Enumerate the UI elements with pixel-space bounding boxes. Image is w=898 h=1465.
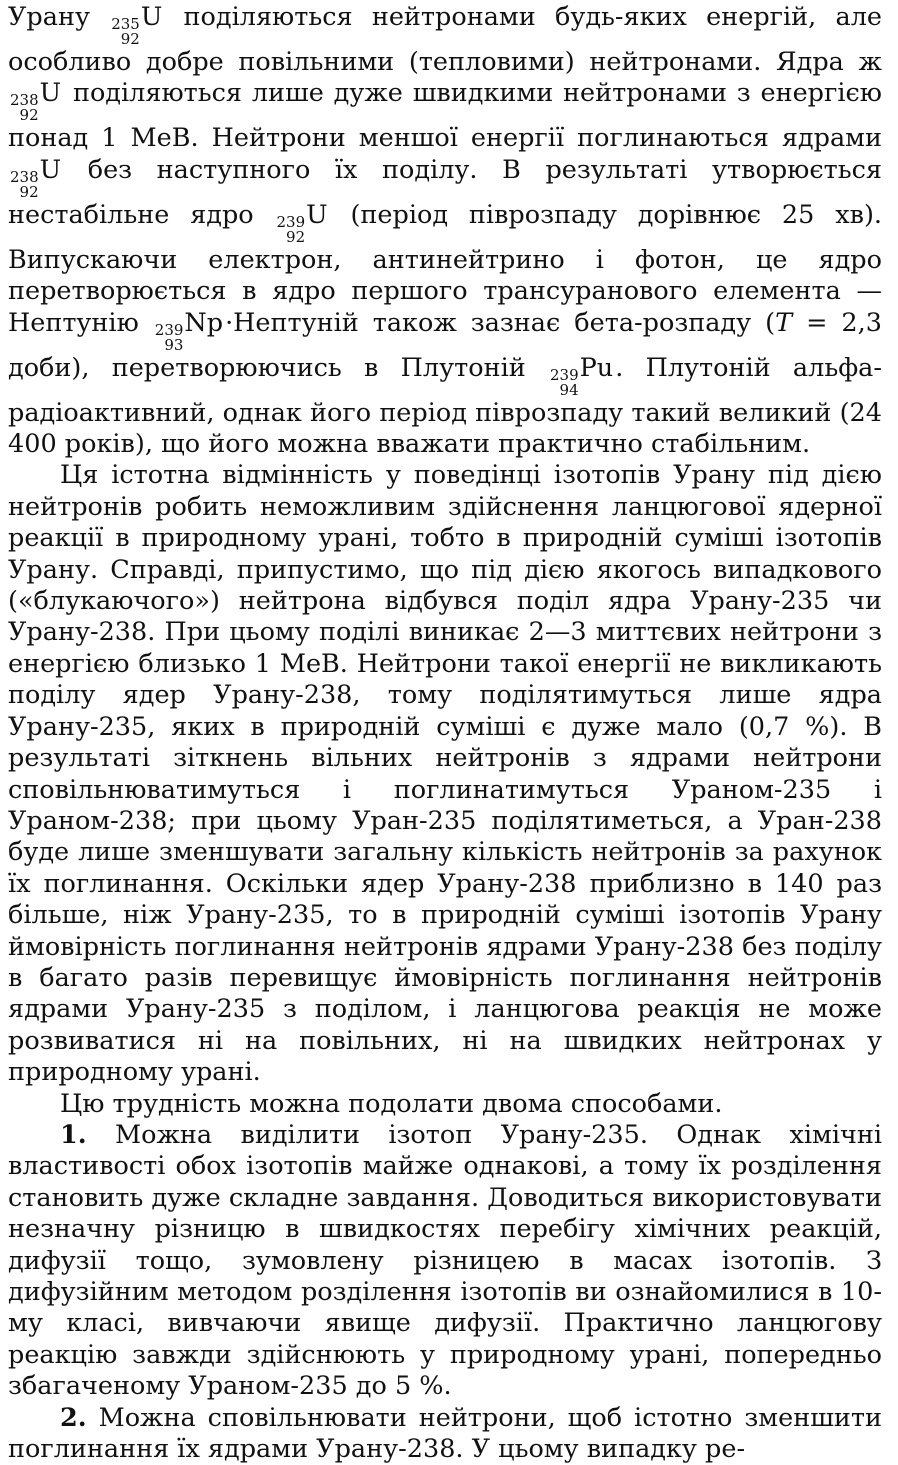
text-run: поділяються нейтронами будь-яких енергій, але особливо добре повільними (тепловими) нейтронами. Ядра ж [8, 2, 882, 77]
mass-number: 239 [550, 365, 579, 384]
text-run: Урану [8, 2, 110, 32]
element-symbol: Pu [579, 352, 614, 383]
element-symbol: Np [184, 307, 224, 338]
element-symbol: U [306, 199, 328, 230]
variable-symbol: T [775, 307, 793, 338]
text-run: . Плутоній альфа-радіоактивний, однак його період піврозпаду такий великий (24 400 років), що його можна вважати практично стабільним. [8, 352, 882, 460]
mass-number: 238 [10, 91, 39, 110]
isotope-numbers [111, 17, 140, 47]
mass-number: 238 [10, 167, 39, 186]
text-run: Можна виділити ізотоп Урану-235. Однак хімічні властивості обох ізотопів майже однакові, а тому їх розділення становить дуже складне завдання. Доводиться використовувати незначну різницю в швидкостях перебігу хімічних реакцій, дифузії тощо, зумовлену різницею в масах ізотопів. З дифузійним методом розділення ізотопів ви ознайомилися в 10-му класі, вивчаючи явище дифузії. Практично ланцюгову реакцію завжди здійснюють у природному урані, попередньо збагаченому Ураном-235 до 5 %. [8, 1119, 882, 1402]
text-run: = 2,3 доби), перетворюючись в Плутоній [8, 307, 882, 383]
atomic-number: 92 [120, 30, 140, 48]
atomic-number: 94 [559, 380, 579, 399]
isotope-notation [10, 155, 61, 200]
element-symbol: U [39, 78, 62, 109]
isotope-notation [550, 353, 613, 398]
atomic-number: 93 [164, 335, 184, 354]
atomic-number: 92 [19, 182, 39, 201]
isotope-numbers [10, 93, 39, 123]
element-symbol: U [140, 2, 163, 32]
mass-number: 239 [154, 320, 184, 339]
paragraph-uranium-fission [8, 2, 882, 460]
atomic-number: 92 [19, 106, 39, 125]
isotope-numbers [10, 167, 39, 201]
paragraph-method-1-isotope-separation [8, 1120, 882, 1403]
paragraph-two-methods-intro [8, 1089, 882, 1120]
text-run: Цю трудність можна подолати двома способами. [60, 1088, 723, 1119]
paragraph-method-2-neutron-moderation [8, 1403, 882, 1465]
text-run: поділяються лише дуже швидкими нейтронами з енергією понад 1 МеВ. Нейтрони меншої енергії поглинаються ядрами [8, 78, 882, 154]
mass-number: 239 [276, 212, 306, 231]
mass-number: 235 [111, 15, 140, 33]
element-symbol: U [39, 154, 62, 185]
text-run: Можна сповільнювати нейтрони, щоб істотно зменшити поглинання їх ядрами Урану-238. У цьому випадку ре- [8, 1402, 882, 1465]
list-number: 1. [60, 1119, 87, 1150]
list-number: 2. [60, 1402, 87, 1433]
text-run: Ця істотна відмінність у поведінці ізотопів Урану під дією нейтронів робить неможливим здійснення ланцюгової ядерної реакції в природному урані, тобто в природній суміші ізотопів Урану. Справді, припустимо, що під дією якогось випадкового («блукаючого») нейтрона відбувся поділ ядра Урану-235 чи Урану-238. При цьому поділі виникає 2—3 миттєвих нейтрони з енергією близько 1 МеВ. Нейтрони такої енергії не викликають поділу ядер Урану-238, тому поділятимуться лише ядра Урану-235, яких в природній суміші є дуже мало (0,7 %). В результаті зіткнень вільних нейтронів з ядрами нейтрони сповільнюватимуться і поглинатимуться Ураном-235 і Ураном-238; при цьому Уран-235 поділятиметься, а Уран-238 буде лише зменшувати загальну кількість нейтронів за рахунок їх поглинання. Оскільки ядер Урану-238 приблизно в 140 раз більше, ніж Урану-235, то в природній суміші ізотопів Урану ймовірність поглинання нейтронів ядрами Урану-238 без поділу в багато разів перевищує ймовірність поглинання нейтронів ядрами Урану-235 з поділом, і ланцюгова реакція не може розвиватися ні на повільних, ні на швидких нейтронах у природному урані. [8, 460, 882, 1088]
paragraph-isotope-difference [8, 460, 882, 1088]
isotope-notation [10, 78, 61, 123]
isotope-notation [155, 308, 223, 353]
isotope-numbers [154, 320, 184, 354]
isotope-notation [111, 2, 162, 47]
atomic-number: 92 [286, 227, 306, 246]
isotope-numbers [550, 365, 579, 399]
text-run: (період піврозпаду дорівнює 25 хв). Випускаючи електрон, антинейтрино і фотон, це ядро перетворюється в ядро першого трансуранового елемента — Нептунію [8, 199, 882, 338]
text-run: ·Нептуній також зазнає бета-розпаду ( [225, 307, 776, 338]
isotope-numbers [276, 212, 306, 246]
isotope-notation [277, 200, 328, 245]
text-run: без наступного їх поділу. В результаті утворюється нестабільне ядро [8, 154, 882, 230]
